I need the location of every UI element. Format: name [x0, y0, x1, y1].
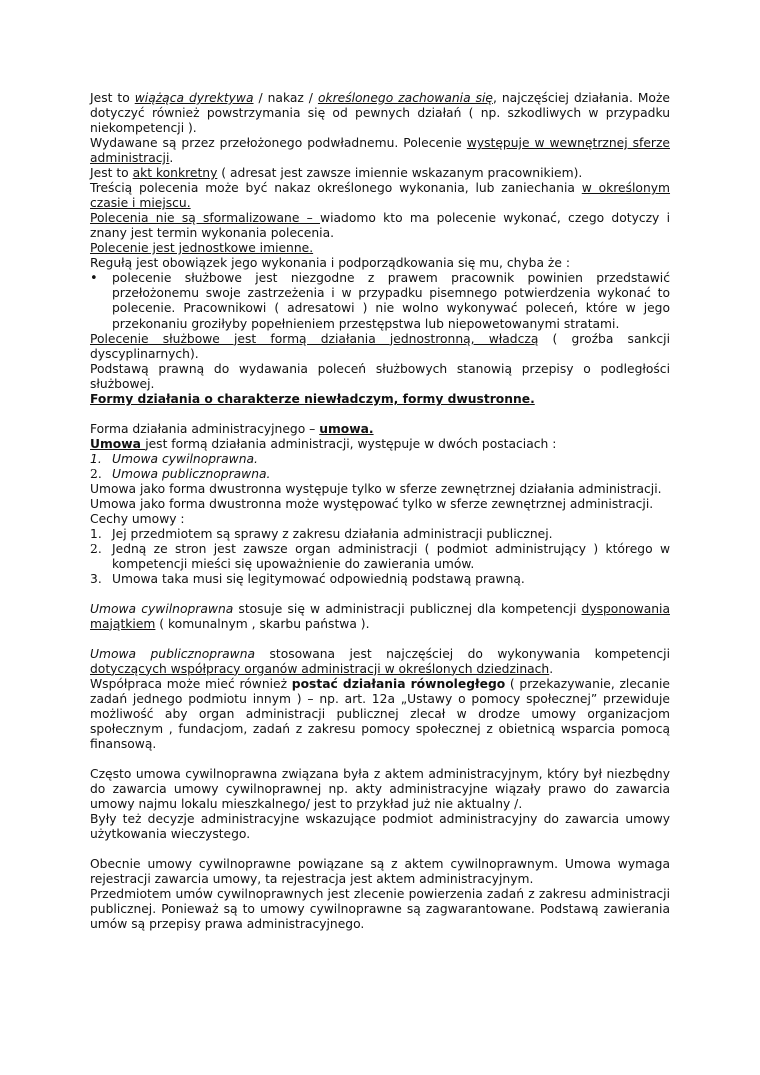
- list-item: 3. Umowa taka musi się legitymować odpowiednią podstawą prawną.: [90, 571, 525, 586]
- paragraph-definition: Jest to wiążąca dyrektywa / nakaz / określonego zachowania się, najczęściej działania. Może dotyczyć również powstrzymania się od pewnych działań ( np. szkodliwych w przypadku niekompetencji ).: [90, 91, 670, 135]
- paragraph-civil-contract: Umowa cywilnoprawna stosuje się w administracji publicznej dla kompetencji dysponowania majątkiem ( komunalnym , skarbu państwa ).: [90, 601, 670, 631]
- list-item: 2. Umowa publicznoprawna.: [90, 466, 271, 481]
- paragraph-often: Często umowa cywilnoprawna związana była z aktem administracyjnym, który był niezbędny do zawarcia umowy cywilnoprawnej np. akty administracyjne wiązały prawo do zawarcia umowy najmu lokalu mieszkalnego/ jest to przykład już nie aktualny /.: [90, 766, 670, 811]
- paragraph-legal-basis: Podstawą prawną do wydawania poleceń służbowych stanowią przepisy o podległości służbowej.: [90, 361, 670, 391]
- paragraph-rule: Regułą jest obowiązek jego wykonania i podporządkowania się mu, chyba że :: [90, 256, 571, 270]
- section-heading: Formy działania o charakterze niewładczym, formy dwustronne.: [90, 391, 535, 406]
- paragraph-individual: Polecenie jest jednostkowe imienne.: [90, 241, 314, 255]
- document-page: [90, 91, 670, 932]
- term-behavior: określonego zachowania się: [317, 91, 493, 105]
- paragraph-decisions: Były też decyzje administracyjne wskazujące podmiot administracyjny do zawarcia umowy użytkowania wieczystego.: [90, 811, 670, 841]
- paragraph-features: Cechy umowy :: [90, 511, 185, 526]
- paragraph-public-contract: Umowa publicznoprawna stosowana jest najczęściej do wykonywania kompetencji dotyczących współpracy organów administracji w określonych dziedzinach.: [90, 646, 671, 676]
- paragraph-not-formalized: Polecenia nie są sformalizowane – wiadomo kto ma polecenie wykonać, czego dotyczy i znany jest termin wykonania polecenia.: [90, 211, 670, 240]
- list-item: 1. Umowa cywilnoprawna.: [90, 451, 258, 466]
- list-item: • polecenie służbowe jest niezgodne z prawem pracownik powinien przedstawić przełożonemu swoje zastrzeżenia i w przypadku pisemnego potwierdzenia wykonać to polecenie. Pracownikowi ( adresatowi ) nie wolno wykonywać poleceń, które w jego przekonaniu groziłyby popełnieniem przestępstwa lub niepowetowanymi stratami.: [90, 271, 670, 331]
- paragraph-content: Treścią polecenia może być nakaz określonego wykonania, lub zaniechania w określonym czasie i miejscu.: [90, 181, 671, 210]
- term-directive: wiążąca dyrektywa: [134, 91, 254, 105]
- paragraph-contract-intro: Umowa jest formą działania administracji, występuje w dwóch postaciach :: [90, 436, 557, 451]
- paragraph-cooperation: Współpraca może mieć również postać działania równoległego ( przekazywanie, zlecanie zadań jednego podmiotu innym ) – np. art. 12a „Ustawy o pomocy społecznej” przewiduje możliwość aby organ administracji publicznej zlecał w drodze umowy organizacjom społecznym , fundacjom, zadań z zakresu pomocy społecznej z obietnicą wsparcia pomocą finansową.: [90, 676, 670, 751]
- paragraph-subject: Przedmiotem umów cywilnoprawnych jest zlecenie powierzenia zadań z zakresu administracji publicznej. Ponieważ są to umowy cywilnoprawne są zagwarantowane. Podstawą zawierania umów są przepisy prawa administracyjnego.: [90, 886, 670, 931]
- paragraph-unilateral: Polecenie służbowe jest formą działania jednostronną, władczą ( groźba sankcji dyscyplinarnych).: [90, 331, 670, 361]
- bullet-icon: •: [90, 271, 98, 286]
- paragraph-concrete-act: Jest to akt konkretny ( adresat jest zawsze imiennie wskazanym pracownikiem).: [90, 166, 583, 180]
- paragraph-issued: Wydawane są przez przełożonego podwładnemu. Polecenie występuje w wewnętrznej sferze administracji.: [90, 136, 670, 165]
- list-item: 1. Jej przedmiotem są sprawy z zakresu działania administracji publicznej.: [90, 526, 553, 541]
- paragraph-bilateral-1: Umowa jako forma dwustronna występuje tylko w sferze zewnętrznej działania administracji.: [90, 481, 662, 496]
- paragraph-form: Forma działania administracyjnego – umowa.: [90, 421, 374, 436]
- paragraph-bilateral-2: Umowa jako forma dwustronna może występować tylko w sferze zewnętrznej administracji.: [90, 496, 654, 511]
- list-item: 2. Jedną ze stron jest zawsze organ administracji ( podmiot administrujący ) którego w kompetencji mieści się upoważnienie do zawierania umów.: [90, 541, 670, 571]
- paragraph-currently: Obecnie umowy cywilnoprawne powiązane są z aktem cywilnoprawnym. Umowa wymaga rejestracji zawarcia umowy, ta rejestracja jest aktem administracyjnym.: [90, 856, 670, 886]
